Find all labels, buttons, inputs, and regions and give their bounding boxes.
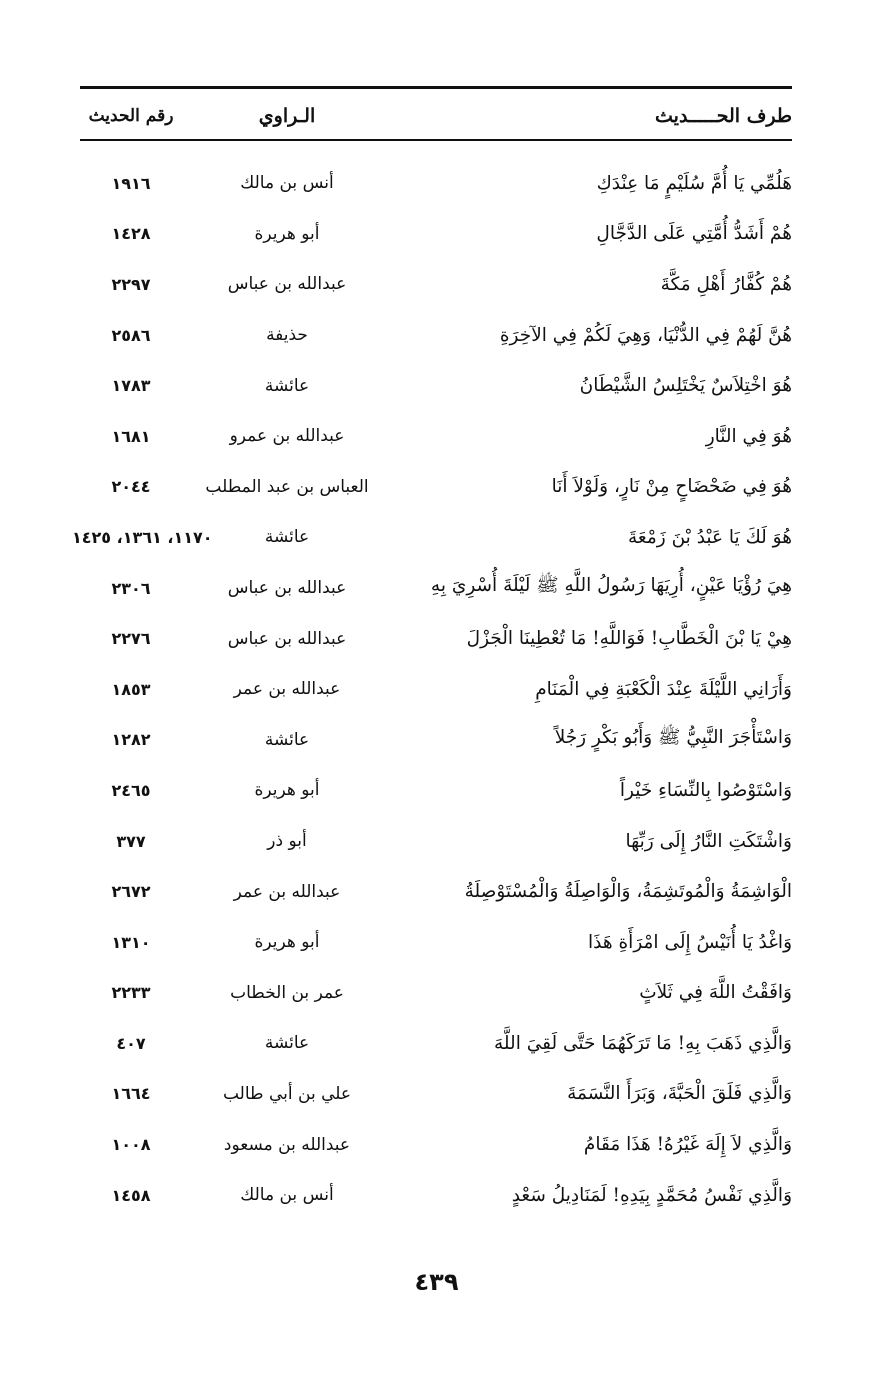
table-row [80,866,792,917]
table-row [80,310,792,361]
table-row [80,158,792,209]
hadith-number: ١٤٥٨ [111,1185,151,1205]
table-row [80,613,792,664]
table-row [80,715,792,766]
hadith-number: ٢٢٣٣ [111,983,151,1003]
hadith-number: ٢٦٧٢ [111,882,151,902]
table-row [80,360,792,411]
page-number: ٤٣٩ [414,1268,459,1296]
narrator-name: علي بن أبي طالب [222,1083,352,1104]
narrator-name: عائشة [264,729,310,750]
hadith-number: ٢٤٦٥ [111,780,151,800]
hadith-number: ١٢٨٢ [111,730,151,750]
narrator-name: أبو هريرة [254,780,320,801]
table-row [80,1018,792,1069]
hadith-number: ٣٧٧ [116,831,146,851]
header-narrator-label: الـراوي [258,105,316,127]
header-bottom-rule [80,139,792,141]
hadith-text: هَلُمِّي يَا أُمَّ سُلَيْمٍ مَا عِنْدَكِ [596,172,792,194]
hadith-text: وَافَقْتُ اللَّهَ فِي ثَلاَثٍ [639,982,792,1004]
narrator-name: عمر بن الخطاب [230,982,344,1003]
hadith-text: وَالَّذِي ذَهَبَ بِهِ! مَا تَرَكَهُمَا حَتَّى لَقِيَ اللَّهَ [494,1032,792,1054]
narrator-name: عبدالله بن مسعود [223,1134,351,1155]
narrator-name: عبدالله بن عباس [227,578,347,599]
table-row [80,765,792,816]
table-header [80,96,792,136]
hadith-number: ١٠٠٨ [111,1135,151,1155]
table-row [80,1170,792,1221]
hadith-text: الْوَاشِمَةُ وَالْمُوتَشِمَةُ، وَالْوَاصِلَةُ وَالْمُسْتَوْصِلَةُ [464,881,792,903]
narrator-name: عبدالله بن عمرو [229,426,345,447]
hadith-number: ٢٢٧٦ [111,629,151,649]
hadith-text: هِيْ يَا بْنَ الْخَطَّابِ! فَوَاللَّهِ! مَا تُعْطِينَا الْجَزْلَ [466,628,792,650]
hadith-text: هُنَّ لَهُمْ فِي الدُّنْيَا، وَهِيَ لَكُمْ فِي الآخِرَةِ [499,324,792,346]
hadith-number: ٢٥٨٦ [111,325,151,345]
hadith-text: وَاسْتَوْصُوا بِالنِّسَاءِ خَيْراً [619,779,792,801]
narrator-name: عبدالله بن عباس [227,274,347,295]
hadith-number: ١١٧٠، ١٣٦١، ١٤٢٥ [72,527,213,547]
narrator-name: أبو هريرة [254,932,320,953]
header-number-label: رقم الحديث [88,106,174,126]
hadith-text: هُوَ فِي ضَحْضَاحٍ مِنْ نَارٍ، وَلَوْلاَ أَنَا [551,476,792,498]
table-row [80,462,792,513]
hadith-number: ١٨٥٣ [111,679,151,699]
hadith-text: وَالَّذِي فَلَقَ الْحَبَّةَ، وَبَرَأَ النَّسَمَةَ [567,1083,792,1105]
hadith-text: هُوَ فِي النَّارِ [705,425,792,447]
table-row [80,816,792,867]
table-row [80,917,792,968]
narrator-name: عائشة [264,375,310,396]
hadith-text: وَاشْتَكَتِ النَّارُ إِلَى رَبِّهَا [625,830,792,852]
hadith-index-table [72,158,792,1220]
table-row [80,209,792,260]
narrator-name: عائشة [264,527,310,548]
narrator-name: أنس بن مالك [240,173,334,194]
table-row [80,1069,792,1120]
table-row [80,259,792,310]
hadith-text: وَالَّذِي نَفْسُ مُحَمَّدٍ بِيَدِهِ! لَمَنَادِيلُ سَعْدٍ [511,1184,792,1206]
hadith-text: وَاسْتَأْجَرَ النَّبِيُّ ﷺ وَأَبُو بَكْرٍ رَجُلاً [554,726,792,748]
narrator-name: أبو ذر [267,831,307,852]
narrator-name: عبدالله بن عباس [227,628,347,649]
narrator-name: حذيفة [266,325,308,346]
header-top-rule [80,86,792,89]
table-row [80,968,792,1019]
table-row [80,664,792,715]
header-hadith-label: طرف الحـــــديث [655,105,792,127]
hadith-number: ١٣١٠ [111,932,151,952]
narrator-name: أبو هريرة [254,223,320,244]
table-row [72,512,792,563]
hadith-text: هُوَ لَكَ يَا عَبْدُ بْنَ زَمْعَةَ [628,526,792,548]
hadith-text: وَالَّذِي لاَ إِلَهَ غَيْرُهُ! هَذَا مَقَامُ [583,1134,792,1156]
hadith-number: ١٦٦٤ [111,1084,151,1104]
narrator-name: عبدالله بن عمر [233,881,341,902]
hadith-text: هُمْ كُفَّارُ أَهْلِ مَكَّةَ [660,273,792,295]
table-row [80,411,792,462]
table-row [80,1119,792,1170]
narrator-name: العباس بن عبد المطلب [205,476,369,497]
hadith-number: ٢٠٤٤ [111,477,151,497]
hadith-number: ٢٢٩٧ [111,274,151,294]
hadith-number: ١٤٢٨ [111,224,151,244]
narrator-name: عبدالله بن عمر [233,679,341,700]
hadith-text: وَأَرَانِي اللَّيْلَةَ عِنْدَ الْكَعْبَةِ فِي الْمَنَامِ [535,678,792,700]
narrator-name: أنس بن مالك [240,1185,334,1206]
hadith-text: هُمْ أَشَدُّ أُمَّتِي عَلَى الدَّجَّالِ [596,223,792,245]
hadith-number: ٤٠٧ [116,1033,146,1053]
hadith-number: ١٦٨١ [111,426,151,446]
narrator-name: عائشة [264,1033,310,1054]
hadith-text: وَاغْدُ يَا أُنَيْسُ إِلَى امْرَأَةِ هَذَا [588,931,792,953]
hadith-number: ١٧٨٣ [111,376,151,396]
table-row [80,563,792,614]
hadith-number: ٢٣٠٦ [111,578,151,598]
hadith-text: هِيَ رُؤْيَا عَيْنٍ، أُرِيَهَا رَسُولُ اللَّهِ ﷺ لَيْلَةَ أُسْرِيَ بِهِ [430,575,792,597]
hadith-text: هُوَ اخْتِلاَسٌ يَخْتَلِسُ الشَّيْطَانُ [579,375,792,397]
hadith-number: ١٩١٦ [111,173,151,193]
